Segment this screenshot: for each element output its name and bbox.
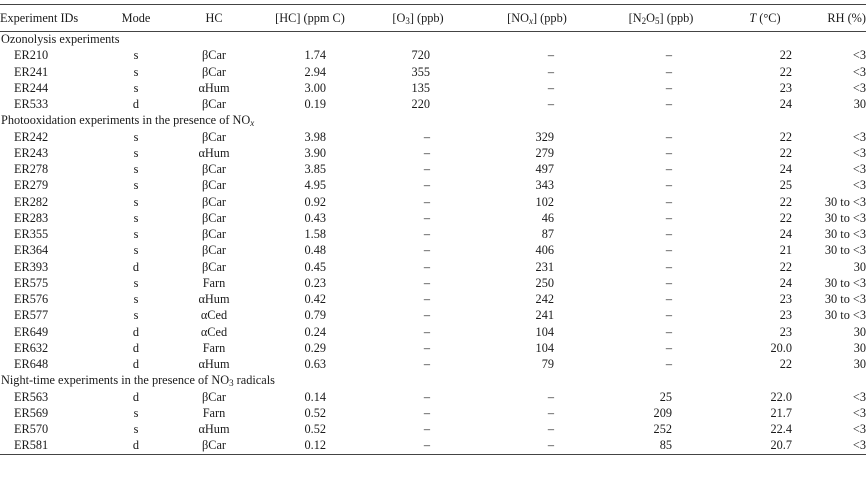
table-body xyxy=(0,32,866,455)
cell-experiment-id: ER649 xyxy=(14,324,49,339)
cell-mode: d xyxy=(132,97,140,112)
cell-nox: – xyxy=(547,405,554,420)
cell-rh: <3 xyxy=(852,64,866,79)
cell-hc-conc: 0.24 xyxy=(304,324,326,339)
cell-o3: – xyxy=(423,145,430,160)
cell-hc: βCar xyxy=(201,210,226,225)
cell-mode: d xyxy=(132,340,140,355)
cell-experiment-id: ER577 xyxy=(14,308,49,323)
cell-o3: – xyxy=(358,438,478,454)
table-row xyxy=(0,405,866,421)
cell-nox: 329 xyxy=(535,129,554,144)
cell-mode: s xyxy=(133,227,139,242)
cell-hc-conc: 3.98 xyxy=(304,129,326,144)
cell-experiment-id: ER569 xyxy=(14,405,49,420)
cell-rh: 30 to <3 xyxy=(824,308,866,323)
cell-temperature: 22.0 xyxy=(770,389,792,404)
cell-experiment-id: ER242 xyxy=(14,129,49,144)
cell-rh: 30 to <3 xyxy=(824,292,866,307)
table-row xyxy=(0,210,866,226)
col-header-temperature: T (°C) xyxy=(726,5,804,32)
cell-o3: – xyxy=(423,389,430,404)
cell-o3: – xyxy=(423,194,430,209)
cell-o3: 220 xyxy=(411,97,430,112)
table-row xyxy=(0,129,866,145)
cell-hc-conc: 0.45 xyxy=(304,259,326,274)
cell-experiment-id: ER243 xyxy=(14,145,49,160)
cell-experiment-id: ER563 xyxy=(14,389,49,404)
cell-mode: s xyxy=(133,405,139,420)
cell-temperature: 22 xyxy=(779,357,792,372)
cell-rh: <3 xyxy=(852,129,866,144)
col-header-rh: RH (%) xyxy=(804,5,866,32)
cell-temperature: 23 xyxy=(779,308,792,323)
table-row xyxy=(0,80,866,96)
cell-rh: 30 xyxy=(853,357,866,372)
cell-hc-conc: 0.63 xyxy=(304,357,326,372)
table-row xyxy=(0,64,866,80)
cell-nox: 87 xyxy=(541,227,554,242)
col-header-hc-conc: [HC] (ppm C) xyxy=(262,5,358,32)
cell-experiment-id: ER355 xyxy=(14,227,49,242)
cell-n2o5: 252 xyxy=(653,422,672,437)
cell-mode: s xyxy=(133,64,139,79)
table-row xyxy=(0,162,866,178)
col-header-id: Experiment IDs xyxy=(0,5,106,32)
cell-rh: <3 xyxy=(852,178,866,193)
cell-rh: <3 xyxy=(852,80,866,95)
section-title: Night-time experiments in the presence of $NO_3$ radicals xyxy=(1,373,275,389)
cell-temperature: 22 xyxy=(779,194,792,209)
cell-temperature: 21 xyxy=(779,243,792,258)
table-row xyxy=(0,340,866,356)
table-row xyxy=(0,259,866,275)
cell-rh: <3 xyxy=(852,48,866,63)
cell-hc-conc: 0.23 xyxy=(304,275,326,290)
cell-n2o5: – xyxy=(665,324,672,339)
table-row xyxy=(0,194,866,210)
cell-nox: – xyxy=(547,422,554,437)
cell-mode: s xyxy=(133,275,139,290)
cell-hc: αHum xyxy=(198,357,230,372)
cell-hc: Farn xyxy=(202,405,226,420)
cell-hc: βCar xyxy=(201,97,226,112)
cell-temperature: 24 xyxy=(779,97,792,112)
cell-hc: Farn xyxy=(202,275,226,290)
table-row xyxy=(0,178,866,194)
cell-n2o5: – xyxy=(665,259,672,274)
table-row xyxy=(0,308,866,324)
cell-rh: 30 xyxy=(853,324,866,339)
cell-n2o5: – xyxy=(665,145,672,160)
cell-temperature: 22 xyxy=(779,129,792,144)
cell-hc: βCar xyxy=(201,129,226,144)
cell-mode: s xyxy=(133,129,139,144)
cell-temperature: 24 xyxy=(779,275,792,290)
cell-nox: 497 xyxy=(535,162,554,177)
cell-o3: – xyxy=(423,162,430,177)
cell-hc-conc: 0.52 xyxy=(304,405,326,420)
cell-hc: βCar xyxy=(201,48,226,63)
cell-n2o5: 25 xyxy=(659,389,672,404)
cell-o3: – xyxy=(423,405,430,420)
cell-mode: s xyxy=(133,178,139,193)
cell-rh: <3 xyxy=(852,389,866,404)
cell-mode: s xyxy=(133,145,139,160)
cell-hc: βCar xyxy=(201,389,226,404)
cell-rh: 30 xyxy=(853,259,866,274)
cell-experiment-id: ER533 xyxy=(14,97,49,112)
cell-hc-conc: 0.12 xyxy=(262,438,358,454)
cell-o3: – xyxy=(423,324,430,339)
cell-hc: αHum xyxy=(198,422,230,437)
cell-mode: s xyxy=(133,210,139,225)
table-row xyxy=(0,227,866,243)
cell-o3: – xyxy=(423,292,430,307)
cell-nox: 241 xyxy=(535,308,554,323)
cell-rh: 30 to <3 xyxy=(824,275,866,290)
cell-nox: 406 xyxy=(535,243,554,258)
cell-experiment-id: ER244 xyxy=(14,80,49,95)
cell-rh: 30 to <3 xyxy=(824,227,866,242)
cell-n2o5: – xyxy=(665,194,672,209)
table-row xyxy=(0,145,866,161)
cell-temperature: 23 xyxy=(779,292,792,307)
cell-experiment-id: ER278 xyxy=(14,162,49,177)
cell-n2o5: – xyxy=(665,340,672,355)
cell-mode: s xyxy=(133,308,139,323)
cell-o3: – xyxy=(423,243,430,258)
cell-hc: βCar xyxy=(201,259,226,274)
cell-mode: d xyxy=(106,438,166,454)
cell-hc-conc: 0.14 xyxy=(304,389,326,404)
cell-hc: βCar xyxy=(201,178,226,193)
table-row xyxy=(0,324,866,340)
cell-temperature: 20.0 xyxy=(770,340,792,355)
cell-nox: 242 xyxy=(535,292,554,307)
cell-n2o5: – xyxy=(665,64,672,79)
cell-experiment-id: ER581 xyxy=(0,438,106,454)
cell-n2o5: – xyxy=(665,227,672,242)
cell-mode: s xyxy=(133,162,139,177)
cell-o3: – xyxy=(423,308,430,323)
cell-o3: – xyxy=(423,227,430,242)
cell-hc-conc: 0.29 xyxy=(304,340,326,355)
cell-hc: βCar xyxy=(166,438,262,454)
col-header-o3: $[O_3]$ (ppb) xyxy=(358,5,478,32)
cell-hc: βCar xyxy=(201,243,226,258)
cell-experiment-id: ER632 xyxy=(14,340,49,355)
table-row xyxy=(0,357,866,373)
cell-mode: s xyxy=(133,292,139,307)
section-header-row xyxy=(0,373,866,389)
cell-temperature: 21.7 xyxy=(770,405,792,420)
cell-hc-conc: 3.85 xyxy=(304,162,326,177)
cell-hc: αHum xyxy=(198,80,230,95)
table-row xyxy=(0,292,866,308)
cell-hc-conc: 0.48 xyxy=(304,243,326,258)
cell-mode: d xyxy=(132,324,140,339)
cell-mode: s xyxy=(133,48,139,63)
cell-temperature: 24 xyxy=(779,227,792,242)
cell-n2o5: – xyxy=(665,292,672,307)
cell-nox: – xyxy=(547,64,554,79)
cell-rh: 30 to <3 xyxy=(824,243,866,258)
cell-hc-conc: 0.43 xyxy=(304,210,326,225)
cell-temperature: 20.7 xyxy=(726,438,804,454)
cell-nox: 104 xyxy=(535,324,554,339)
cell-rh: <3 xyxy=(804,438,866,454)
table-row xyxy=(0,275,866,291)
cell-nox: 250 xyxy=(535,275,554,290)
table-row xyxy=(0,48,866,64)
cell-hc-conc: 0.92 xyxy=(304,194,326,209)
cell-n2o5: 85 xyxy=(596,438,726,454)
cell-o3: – xyxy=(423,422,430,437)
cell-mode: s xyxy=(133,80,139,95)
cell-temperature: 22 xyxy=(779,64,792,79)
cell-n2o5: – xyxy=(665,162,672,177)
cell-experiment-id: ER283 xyxy=(14,210,49,225)
cell-nox: 279 xyxy=(535,145,554,160)
cell-hc: αHum xyxy=(198,292,230,307)
cell-experiment-id: ER648 xyxy=(14,357,49,372)
cell-nox: – xyxy=(547,97,554,112)
cell-hc: βCar xyxy=(201,162,226,177)
cell-hc-conc: 2.94 xyxy=(304,64,326,79)
cell-nox: 104 xyxy=(535,340,554,355)
cell-rh: <3 xyxy=(852,145,866,160)
section-title: Photooxidation experiments in the presence of $NO_x$ xyxy=(1,113,255,129)
cell-hc: αCed xyxy=(200,308,228,323)
cell-hc: Farn xyxy=(202,340,226,355)
table-row xyxy=(0,97,866,113)
cell-n2o5: – xyxy=(665,210,672,225)
cell-o3: – xyxy=(423,210,430,225)
cell-nox: – xyxy=(547,48,554,63)
cell-nox: – xyxy=(478,438,596,454)
cell-o3: – xyxy=(423,259,430,274)
cell-experiment-id: ER575 xyxy=(14,275,49,290)
table-row xyxy=(0,389,866,405)
cell-hc: αHum xyxy=(198,145,230,160)
cell-n2o5: – xyxy=(665,129,672,144)
col-header-nox: $[NO_x]$ (ppb) xyxy=(478,5,596,32)
cell-temperature: 23 xyxy=(779,324,792,339)
cell-n2o5: – xyxy=(665,97,672,112)
section-header-row xyxy=(0,113,866,129)
table-row xyxy=(0,438,866,454)
cell-n2o5: – xyxy=(665,178,672,193)
cell-nox: 343 xyxy=(535,178,554,193)
cell-hc-conc: 3.00 xyxy=(304,80,326,95)
cell-o3: – xyxy=(423,275,430,290)
cell-experiment-id: ER282 xyxy=(14,194,49,209)
cell-nox: 79 xyxy=(541,357,554,372)
col-header-n2o5: $[N_2O_5]$ (ppb) xyxy=(596,5,726,32)
cell-o3: 135 xyxy=(411,80,430,95)
table-row xyxy=(0,422,866,438)
cell-experiment-id: ER279 xyxy=(14,178,49,193)
cell-nox: 102 xyxy=(535,194,554,209)
cell-temperature: 24 xyxy=(779,162,792,177)
cell-nox: 231 xyxy=(535,259,554,274)
cell-n2o5: 209 xyxy=(653,405,672,420)
cell-o3: – xyxy=(423,178,430,193)
cell-rh: 30 to <3 xyxy=(824,210,866,225)
cell-nox: – xyxy=(547,80,554,95)
cell-hc-conc: 3.90 xyxy=(304,145,326,160)
cell-temperature: 22 xyxy=(779,210,792,225)
cell-o3: 720 xyxy=(411,48,430,63)
cell-mode: d xyxy=(132,389,140,404)
cell-rh: 30 to <3 xyxy=(824,194,866,209)
cell-temperature: 25 xyxy=(779,178,792,193)
cell-hc: βCar xyxy=(201,64,226,79)
cell-hc-conc: 1.74 xyxy=(304,48,326,63)
cell-temperature: 23 xyxy=(779,80,792,95)
cell-experiment-id: ER241 xyxy=(14,64,49,79)
cell-n2o5: – xyxy=(665,80,672,95)
col-header-hc: HC xyxy=(166,5,262,32)
cell-experiment-id: ER210 xyxy=(14,48,49,63)
cell-experiment-id: ER570 xyxy=(14,422,49,437)
table-row xyxy=(0,243,866,259)
cell-n2o5: – xyxy=(665,357,672,372)
cell-mode: s xyxy=(133,243,139,258)
experiments-table xyxy=(0,4,866,455)
col-header-mode: Mode xyxy=(106,5,166,32)
cell-mode: d xyxy=(132,357,140,372)
cell-n2o5: – xyxy=(665,243,672,258)
cell-hc-conc: 1.58 xyxy=(304,227,326,242)
cell-temperature: 22.4 xyxy=(770,422,792,437)
cell-hc-conc: 0.79 xyxy=(304,308,326,323)
cell-temperature: 22 xyxy=(779,145,792,160)
cell-n2o5: – xyxy=(665,308,672,323)
section-header-row xyxy=(0,32,866,48)
cell-hc-conc: 4.95 xyxy=(304,178,326,193)
cell-experiment-id: ER364 xyxy=(14,243,49,258)
table-header xyxy=(0,5,866,32)
cell-hc: βCar xyxy=(201,194,226,209)
cell-hc-conc: 0.42 xyxy=(304,292,326,307)
cell-temperature: 22 xyxy=(779,48,792,63)
section-title: Ozonolysis experiments xyxy=(1,32,120,47)
cell-temperature: 22 xyxy=(779,259,792,274)
cell-mode: d xyxy=(132,259,140,274)
cell-nox: – xyxy=(547,389,554,404)
cell-rh: <3 xyxy=(852,405,866,420)
cell-experiment-id: ER576 xyxy=(14,292,49,307)
cell-hc-conc: 0.19 xyxy=(304,97,326,112)
cell-hc: βCar xyxy=(201,227,226,242)
cell-rh: 30 xyxy=(853,340,866,355)
cell-mode: s xyxy=(133,194,139,209)
cell-rh: <3 xyxy=(852,422,866,437)
cell-n2o5: – xyxy=(665,275,672,290)
cell-o3: – xyxy=(423,340,430,355)
cell-hc-conc: 0.52 xyxy=(304,422,326,437)
cell-n2o5: – xyxy=(665,48,672,63)
cell-o3: 355 xyxy=(411,64,430,79)
cell-rh: <3 xyxy=(852,162,866,177)
cell-mode: s xyxy=(133,422,139,437)
cell-nox: 46 xyxy=(541,210,554,225)
cell-hc: αCed xyxy=(200,324,228,339)
cell-o3: – xyxy=(423,129,430,144)
cell-o3: – xyxy=(423,357,430,372)
cell-experiment-id: ER393 xyxy=(14,259,49,274)
cell-rh: 30 xyxy=(853,97,866,112)
